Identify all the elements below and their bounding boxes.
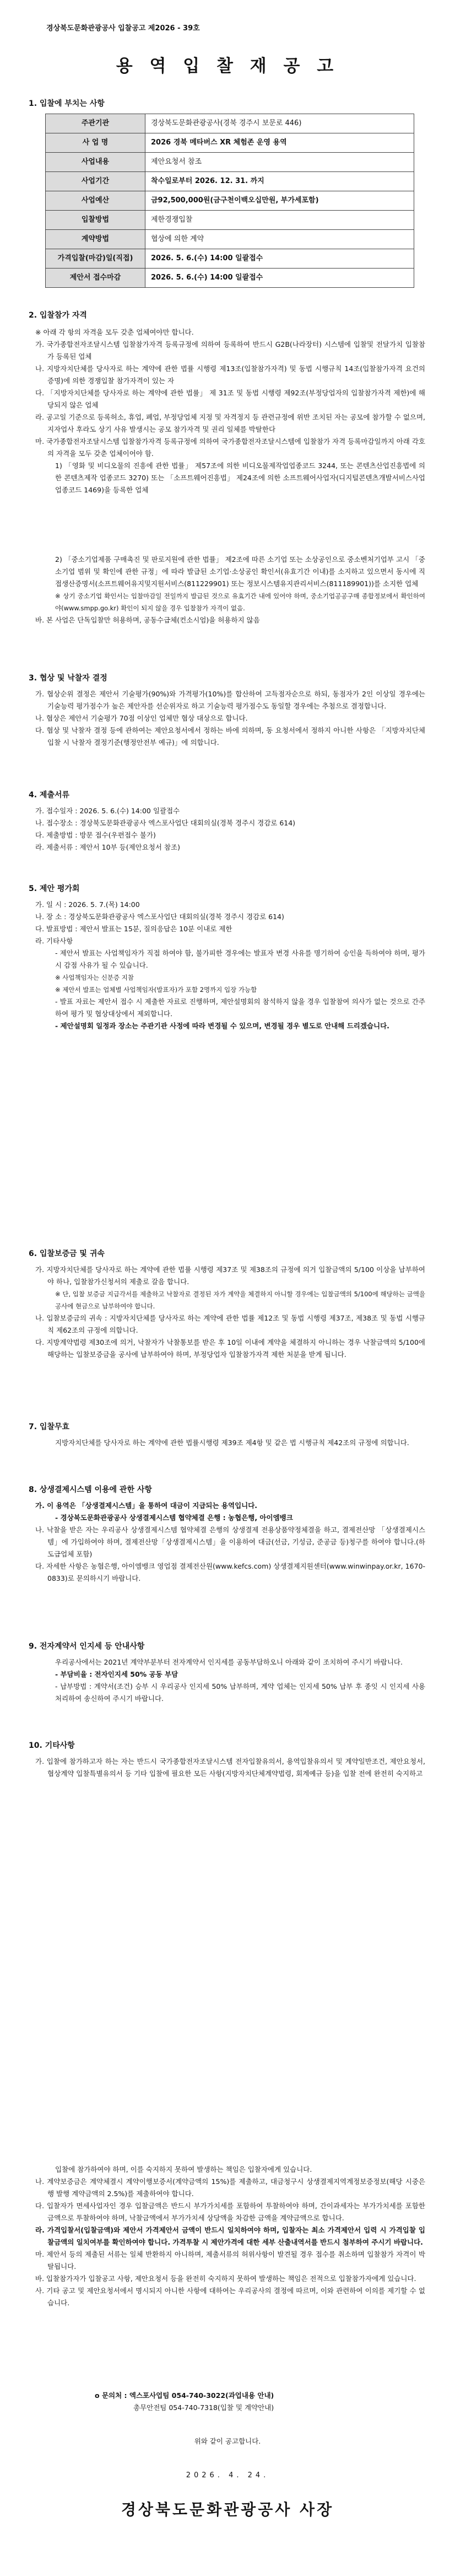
s8-item-da: 다. 자세한 사항은 농협은행, 아이엠뱅크 영업점 결제전산원(www.kefcs.com) 상생결제지원센터(www.winwinpay.or.kr, 1670-0833)로 문의하시기 바랍니다. [35,1562,425,1582]
s9-item-ga: - 부담비율 : 전자인지세 50% 공동 부담 [55,1670,178,1678]
section-2-body-b [35,554,425,626]
overview-key: 주관기관 [46,114,145,133]
section-10-body-a [35,1756,425,1780]
page-title: 용 역 입 찰 재 공 고 [116,56,339,76]
overview-key: 입찰방법 [46,211,145,230]
s10-item-ma: 마. 제안서 등의 제출된 서류는 일체 반환하지 아니하며, 제출서류의 허위사항이 발견될 경우 접수를 취소하며 입찰참가 자격이 박탈됩니다. [35,2250,425,2271]
s3-item-ga: 가. 협상순위 결정은 제안서 기술평가(90%)와 가격평가(10%)를 합산하여 고득점자순으로 하되, 동점자가 2인 이상일 경우에는 기술능력 평가점수가 높은 제안자를 선순위자로 하고 기술능력 평가점수도 동일할 경우에는 추첨으로 결정합니다. [35,690,425,710]
overview-key: 사업기간 [46,172,145,191]
s5-item-da: 다. 발표방법 : 제안서 발표는 15분, 질의응답은 10분 이내로 제한 [35,925,232,933]
section-3-body [35,688,425,749]
overview-value: 경상북도문화관광공사(경북 경주시 보문로 446) [145,114,414,133]
s6-item-ga-note: ※ 단, 입찰 보증금 지급각서를 제출하고 낙찰자로 결정된 자가 계약을 체결하지 아니할 경우에는 입찰금액의 5/100에 해당하는 금액을 공사에 현금으로 납부하여야 합니다. [55,1290,425,1310]
s4-item-da: 다. 제출방법 : 방문 접수(우편접수 불가) [35,831,156,839]
s5-item-ra2: - 발표 자료는 제안서 접수 시 제출한 자료로 진행하며, 제안설명회의 참석하지 않을 경우 입찰참여 의사가 없는 것으로 간주하여 평가 및 협상대상에서 제외합니다. [55,997,425,1018]
table-row [46,153,414,172]
overview-key: 사업예산 [46,191,145,211]
s8-item-ga: 가. 이 용역은 「상생결제시스템」을 통하여 대금이 지급되는 용역입니다. [35,1501,258,1510]
overview-value: 2026 경북 메타버스 XR 체험존 운영 용역 [145,133,414,153]
s10-item-na: 나. 계약보증금은 계약체결시 계약이행보증서(계약금액의 15%)를 제출하고, 대금청구시 상생결제지역계정보증정보(해당 시중은행 발행 계약금액의 2.5%)를 제출하여야 합니다. [35,2177,425,2198]
contact-line-2: 총무안전팀 054-740-7318(입찰 및 계약안내) [133,2403,274,2412]
s5-item-ra1: - 제안서 발표는 사업책임자가 직접 하여야 함, 불가피한 경우에는 발표자 변경 사유를 명기하여 승인을 득하여야 하며, 평가 시 감점 사유가 될 수 있습니다. [55,949,425,969]
section-5-body [35,899,425,1032]
s5-item-na: 나. 장 소 : 경상북도문화관광공사 엑스포사업단 대회의실(경북 경주시 경감로 614) [35,913,284,921]
s3-item-na: 나. 협상은 제안서 기술평가 70점 이상인 업체만 협상 대상으로 합니다. [35,714,248,722]
table-row [46,133,414,153]
table-row [46,269,414,288]
s2-item-ga: 가. 국가종합전자조달시스템 입찰참가자격 등록규정에 의하여 등록하여 반드시 G2B(나라장터) 시스템에 입찰및 전달가치 입찰참가 등록된 업체 [35,340,425,361]
table-row [46,114,414,133]
s2-item-na: 나. 지방자치단체를 당사자로 하는 계약에 관한 법률 시행령 제13조(입찰참가자격) 및 동법 시행규칙 14조(입찰참가자격 요건의 증명)에 의한 경쟁입찰 참가자격이 있는 자 [35,364,425,385]
s2-item-ra1: 1) 「영화 및 비디오물의 진흥에 관한 법률」 제57조에 의한 비디오물제작업업종코드 3244, 또는 콘텐츠산업진흥법에 의한 콘텐츠제작 업종코드 3270) 또는 「소프트웨어진흥법」 제24조에 의한 소프트웨어사업자(디지털콘텐츠개발서비스사업업종코드 1469)을 등록한 업체 [55,461,425,494]
s2-item-da: 라. 공고일 기준으로 등록허소, 휴업, 폐업, 부정당업체 지정 및 자격정지 등 관련규정에 위반 조치된 자는 공모에 참가할 수 없으며, 지자업사 후라도 상기 사유 발생시는 공모 참가자격 및 권리 일체를 박탈한다 [35,413,425,433]
section-10-heading: 10. 기타사항 [29,1741,75,1750]
s2-item-na2: 다. 「지방자치단체를 당사자로 하는 계약에 관한 법률」 제 31조 및 동법 시행령 제92조(부정당업자의 입찰참가자격 제한)에 해당되지 않은 업체 [35,389,425,409]
section-2-heading: 2. 입찰참가 자격 [29,311,87,320]
section-7-heading: 7. 입찰무효 [29,1423,70,1431]
s6-item-ga: 가. 지방자치단체를 당사자로 하는 계약에 관한 법률 시행령 제37조 및 제38조의 규정에 의거 입찰금액의 5/100 이상을 납부하여야 하나, 입찰참가신청서의 제출로 갈음 합니다. [35,1265,425,1286]
table-row [46,230,414,249]
s5-item-ra1-note2: ※ 제안서 발표는 업체별 사업책임자(발표자)가 포함 2명까지 입장 가능함 [55,986,257,994]
overview-key: 계약방법 [46,230,145,249]
contact-line-1: o 문의처 : 엑스포사업팀 054-740-3022(과업내용 안내) [95,2391,274,2400]
s9-body: 우리공사에서는 2021년 계약부분부터 전자계약서 인지세를 공동부담하오니 아래와 같이 조치하여 주시기 바랍니다. [55,1658,403,1666]
section-3-heading: 3. 협상 및 낙찰자 결정 [29,674,107,683]
s9-item-na: - 납부방법 : 계약서(조건) 승부 시 우리공사 인지세 50% 납부하며, 계약 업체는 인지세 50% 납부 후 종잇 시 인지세 사용 처리하여 송신하여 주시기 바랍니다. [55,1682,425,1703]
s2-item-ra2-note: ※ 상기 중소기업 확인서는 입찰마감일 전일까지 발급된 것으로 유효기간 내에 있어야 하며, 중소기업공공구매 종합정보에서 확인하여야(www.smpp.go.kr) 확인이 되지 않을 경우 입찰참가 자격이 없음. [55,592,425,612]
overview-value: 금92,500,000원(금구천이백오십만원, 부가세포함) [145,191,414,211]
overview-table [45,114,414,288]
table-row [46,249,414,269]
contact-block [95,2390,274,2414]
overview-key: 사 업 명 [46,133,145,153]
section-8-body [35,1500,425,1585]
section-6-heading: 6. 입찰보증금 및 귀속 [29,1249,105,1258]
section-7-body [35,1437,425,1449]
s7-item-ga: 지방자치단체를 당사자로 하는 계약에 관한 법률시행령 제39조 제4항 및 같은 법 시행규칙 제42조의 규정에 의합니다. [55,1439,409,1447]
s4-item-ra: 라. 제출서류 : 제안서 10부 등(제안요청서 참조) [35,843,180,851]
s2-item-ba: 바. 본 사업은 단독입찰만 허용하며, 공동수급체(컨소시엄)을 허용하지 않음 [35,616,260,624]
overview-value: 제한경쟁입찰 [145,211,414,230]
overview-value: 2026. 5. 6.(수) 14:00 일괄접수 [145,269,414,288]
section-4-heading: 4. 제출서류 [29,791,70,799]
s5-item-ra1-note: ※ 사업책임자는 신분증 지참 [55,974,134,981]
s2-item-ra: 마. 국가종합전자조달시스템 입찰참가자격 등록규정에 의하여 국가종합전자조달시스템에 입찰참가 자격 등록마감일까지 아래 각호의 자격을 모두 갖춘 업체이어야 함. [35,437,425,458]
s5-item-ga: 가. 일 시 : 2026. 5. 7.(목) 14:00 [35,900,140,909]
section-8-heading: 8. 상생결제시스템 이용에 관한 사항 [29,1485,152,1494]
s2-item-ra2: 2) 「중소기업제품 구매촉진 및 판로지원에 관한 법률」 제2조에 따른 소기업 또는 소상공인으로 중소벤처기업부 고시 「중소기업 범위 및 확인에 관한 규정」에 따라 발급된 소기업·소상공인 확인서(유효기간 이내)를 소지하고 있으면서 동시에 직접생산증명서(소프트웨어유지및지원서비스(811229901) 또는 정보시스템유지관리서비스(811189901))를 소지한 업체 [55,555,425,588]
s6-item-da: 다. 지방계약법령 제30조에 의거, 낙찰자가 낙찰통보를 받은 후 10일 이내에 계약을 체결하지 아니하는 경우 낙찰금액의 5/100에 해당하는 입찰보증금을 공사에 납부하여야 하며, 부정당업자 입찰참가자격 제한 처분을 받게 됩니다. [35,1338,425,1359]
s8-item-ga1: - 경상북도문화관광공사 상생결제시스템 협약체결 은행 : 농협은행, 아이엠뱅크 [55,1514,293,1522]
s2-lead: ※ 아래 각 항의 자격을 모두 갖춘 업체여야만 합니다. [35,328,194,336]
signature: 경상북도문화관광공사 사장 [121,2500,334,2519]
s8-item-na: 나. 낙찰을 받은 자는 우리공사 상생결제시스템 협약체결 은행의 상생결제 전용상품약정체결을 하고, 결제전산망 「상생결제시스템」에 가입하여야 하며, 결제전산망「상생결제시스템」을 이용하여 대금(선금, 기성금, 준공금 등)청구를 하여야 합니다.(하도급업체 포함) [35,1526,425,1558]
overview-value: 2026. 5. 6.(수) 14:00 일괄접수 [145,249,414,269]
s10-item-ga2: 입찰에 참가하여야 하며, 이를 숙지하지 못하여 발생하는 책임은 입찰자에게 있습니다. [55,2165,312,2174]
table-row [46,211,414,230]
overview-value: 착수일로부터 2026. 12. 31. 까지 [145,172,414,191]
s10-item-ba: 바. 입찰참가자가 입찰공고 사항, 제안요청서 등을 완전히 숙지하지 못하여 발생하는 책임은 전적으로 입찰참가자에게 있습니다. [35,2274,416,2283]
overview-value: 협상에 의한 계약 [145,230,414,249]
notice-date: 2026. 4. 24. [186,2471,269,2480]
section-9-heading: 9. 전자계약서 인지세 등 안내사항 [29,1642,145,1651]
table-row [46,172,414,191]
s6-item-na: 나. 입찰보증금의 귀속 : 지방자치단체를 당사자로 하는 계약에 관한 법률 제12조 및 동법 시행령 제37조, 제38조 및 동법 시행규칙 제62조의 규정에 의합니다. [35,1314,425,1334]
s3-item-da: 다. 협상 및 낙찰자 결정 등에 관하여는 제안요청서에서 정하는 바에 의하며, 동 요청서에서 정하지 아니한 사항은 「지방자치단체 입찰 시 낙찰자 결정기준(행정안전부 예규)」에 의합니다. [35,726,425,747]
section-2-body-a [35,326,425,496]
overview-key: 사업내용 [46,153,145,172]
s4-item-ga: 가. 접수일자 : 2026. 5. 6.(수) 14:00 일괄접수 [35,807,180,815]
doc-number: 경상북도문화관광공사 입찰공고 제2026 - 39호 [46,24,200,33]
s10-item-ga: 가. 입찰에 참가하고자 하는 자는 반드시 국가종합전자조달시스템 전자입찰유의서, 용역입찰유의서 및 계약일반조건, 제안요청서, 협상계약 입찰특별유의서 등 기타 입찰에 필요한 모든 사항(지방자치단체계약법령, 회계예규 등)을 입찰 전에 완전히 숙지하고 [35,1757,425,1778]
s5-item-ra3: - 제안설명회 일정과 장소는 주관기관 사정에 따라 변경될 수 있으며, 변경될 경우 별도로 안내해 드리겠습니다. [55,1022,389,1030]
table-row [46,191,414,211]
s10-item-da: 다. 입찰자가 면세사업자인 경우 입찰금액은 반드시 부가가치세를 포함하여 투찰하여야 하며, 간이과세자는 부가가치세를 포함한 금액으로 투찰하여야 하며, 낙찰금액에서 부가가치세 상당액을 차감한 금액을 계약금액으로 합니다. [35,2202,425,2222]
s5-item-ra: 라. 기타사항 [35,937,73,945]
s4-item-na: 나. 접수장소 : 경상북도문화관광공사 엑스포사업단 대회의실(경북 경주시 경감로 614) [35,819,296,827]
overview-value: 제안요청서 참조 [145,153,414,172]
section-1-heading: 1. 입찰에 부치는 사항 [29,99,105,108]
section-4-body [35,805,425,854]
section-6-body [35,1264,425,1361]
section-10-body-b [35,2164,425,2309]
s10-item-sa: 사. 기타 공고 및 제안요청서에서 명시되지 아니한 사항에 대하여는 우리공사의 결정에 따르며, 이와 관련하여 이의를 제기할 수 없습니다. [35,2287,425,2307]
section-9-body [35,1656,425,1705]
section-5-heading: 5. 제안 평가회 [29,884,80,893]
closing-text: 위와 같이 공고합니다. [194,2437,261,2445]
s10-item-ra: 라. 가격입찰서(입찰금액)와 제안서 가격제안서 금액이 반드시 일치하여야 하며, 입찰자는 최소 가격제안서 입력 시 가격입찰 입찰금액의 일치여부를 확인하여야 합니다. 가격투찰 시 제안가격에 대한 세부 산출내역서를 반드시 첨부하여 주시기 바랍니다. [35,2226,425,2246]
overview-key: 제안서 접수마감 [46,269,145,288]
overview-key: 가격입찰(마감)일(직접) [46,249,145,269]
